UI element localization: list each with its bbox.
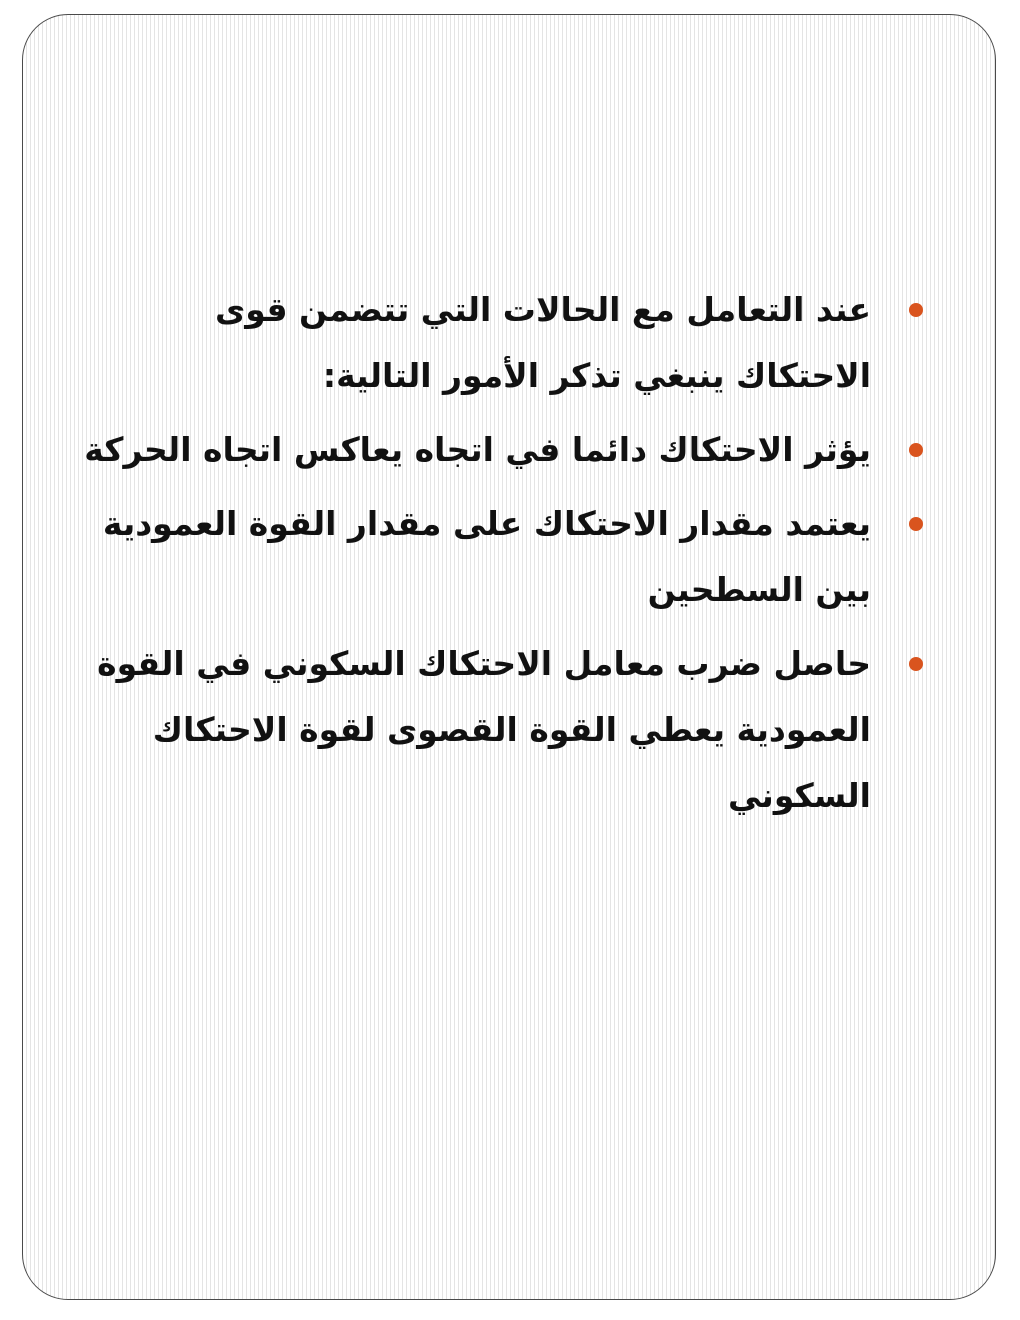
bullet-text: يؤثر الاحتكاك دائما في اتجاه يعاكس اتجاه الحركة: [84, 430, 871, 469]
slide-frame: [22, 14, 996, 1300]
bullet-text: حاصل ضرب معامل الاحتكاك السكوني في القوة العمودية يعطي القوة القصوى لقوة الاحتكاك السكوني: [97, 644, 871, 815]
bullet-dot-icon: [909, 517, 923, 531]
bullet-dot-icon: [909, 443, 923, 457]
bullet-dot-icon: [909, 657, 923, 671]
bullet-text: عند التعامل مع الحالات التي تتضمن قوى الاحتكاك ينبغي تذكر الأمور التالية:: [215, 290, 871, 395]
bullet-dot-icon: [909, 303, 923, 317]
bullet-list: [83, 277, 925, 837]
bullet-item: [83, 277, 925, 409]
bullet-item: [83, 631, 925, 829]
bullet-text: يعتمد مقدار الاحتكاك على مقدار القوة العمودية بين السطحين: [102, 504, 871, 609]
bullet-item: [83, 491, 925, 623]
bullet-item: [83, 417, 925, 483]
